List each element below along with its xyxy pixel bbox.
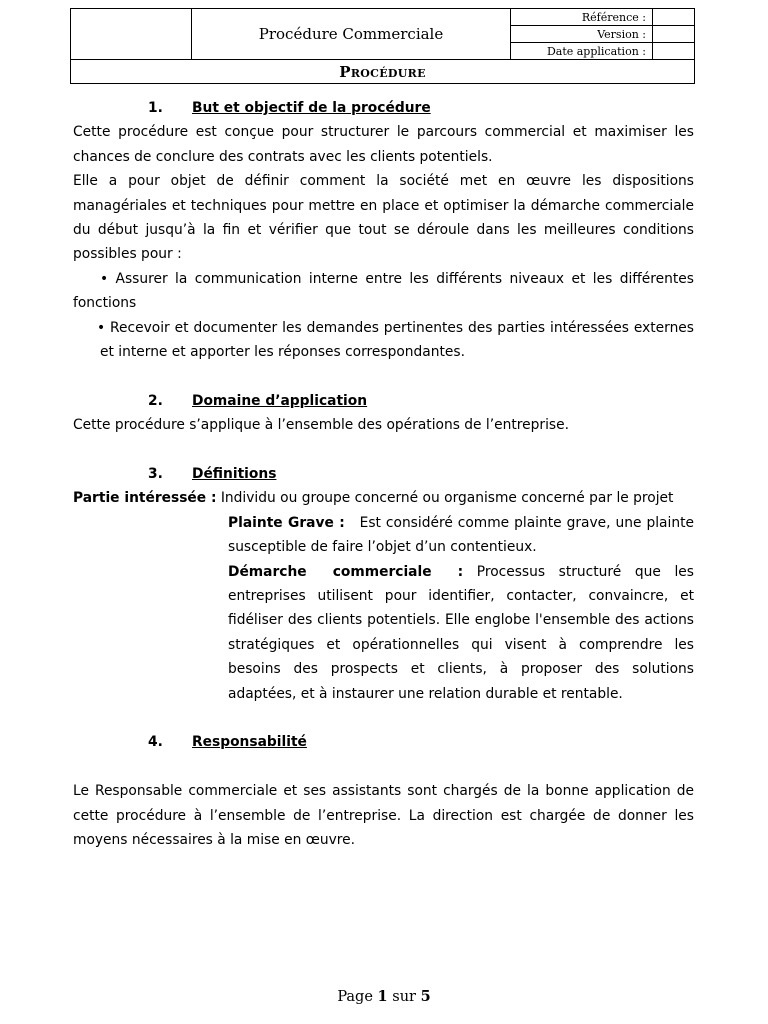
current-page-number: 1 (377, 988, 388, 1005)
section-title: Domaine d’application (192, 392, 368, 409)
section-title: But et objectif de la procédure (192, 100, 431, 116)
section-number: 1. (148, 100, 163, 116)
page-label: Page (337, 989, 378, 1005)
document-title: Procédure Commerciale (192, 9, 511, 60)
paragraph: Le Responsable commerciale et ses assistants sont chargés de la bonne application de cette procédure à l’ensemble de l’entreprise. La direction est chargée de donner les moyens nécessaires à la mise en œuvre. (73, 783, 694, 849)
document-body (73, 96, 699, 852)
section-number: 4. (148, 734, 163, 751)
date-application-label: Date application : (511, 43, 653, 60)
section-title: Définitions (192, 466, 277, 483)
logo-cell (71, 9, 192, 60)
version-value (653, 26, 695, 43)
paragraph: Elle a pour objet de définir comment la société met en œuvre les dispositions managériales et techniques pour mettre en place et optimiser la démarche commerciale du début jusqu’à la fin et vérifier que tout se déroule dans les meilleures conditions possibles pour : (73, 173, 694, 263)
section-number: 3. (148, 466, 163, 483)
reference-label: Référence : (511, 9, 653, 26)
definition-term: Partie intéressée : (73, 490, 217, 507)
total-pages-number: 5 (420, 988, 431, 1005)
section-title: Responsabilité (192, 734, 307, 751)
document-header (70, 8, 695, 82)
definition-item (228, 511, 699, 560)
section-number: 2. (148, 392, 163, 409)
reference-value (653, 9, 695, 26)
section-heading (73, 462, 694, 486)
date-application-value (653, 43, 695, 60)
definition-term: Plainte Grave : (228, 514, 345, 531)
page-sep: sur (387, 989, 421, 1005)
paragraph: Cette procédure s’applique à l’ensemble des opérations de l’entreprise. (73, 417, 569, 434)
definition-term: Démarche commerciale : (228, 563, 464, 580)
definition-text: Est considéré comme plainte grave, une plainte susceptible de faire l’objet d’un contentieux. (228, 514, 699, 556)
bullet-item: • Recevoir et documenter les demandes pertinentes des parties intéressées externes et interne et apporter les réponses correspondantes. (97, 319, 694, 361)
page-footer (0, 988, 768, 1005)
bullet-item: • Assurer la communication interne entre les différents niveaux et les différentes fonctions (73, 270, 694, 312)
definition-text: Processus structuré que les entreprises utilisent pour identifier, contacter, convaincre, et fidéliser des clients potentiels. Elle englobe l'ensemble des actions stratégiques et opérationnelles qui visent à comprendre les besoins des prospects et clients, à proposer des solutions adaptées, et à instaurer une relation durable et rentable. (228, 563, 694, 702)
procedure-banner: Procédure (71, 60, 695, 84)
definition-item (228, 560, 694, 706)
definition-text: Individu ou groupe concerné ou organisme concerné par le projet (216, 490, 674, 507)
version-label: Version : (511, 26, 653, 43)
section-heading (73, 389, 694, 413)
section-heading (73, 730, 694, 754)
definition-item (73, 486, 694, 510)
section-heading (73, 96, 694, 120)
paragraph: Cette procédure est conçue pour structurer le parcours commercial et maximiser les chances de conclure des contrats avec les clients potentiels. (73, 124, 694, 165)
